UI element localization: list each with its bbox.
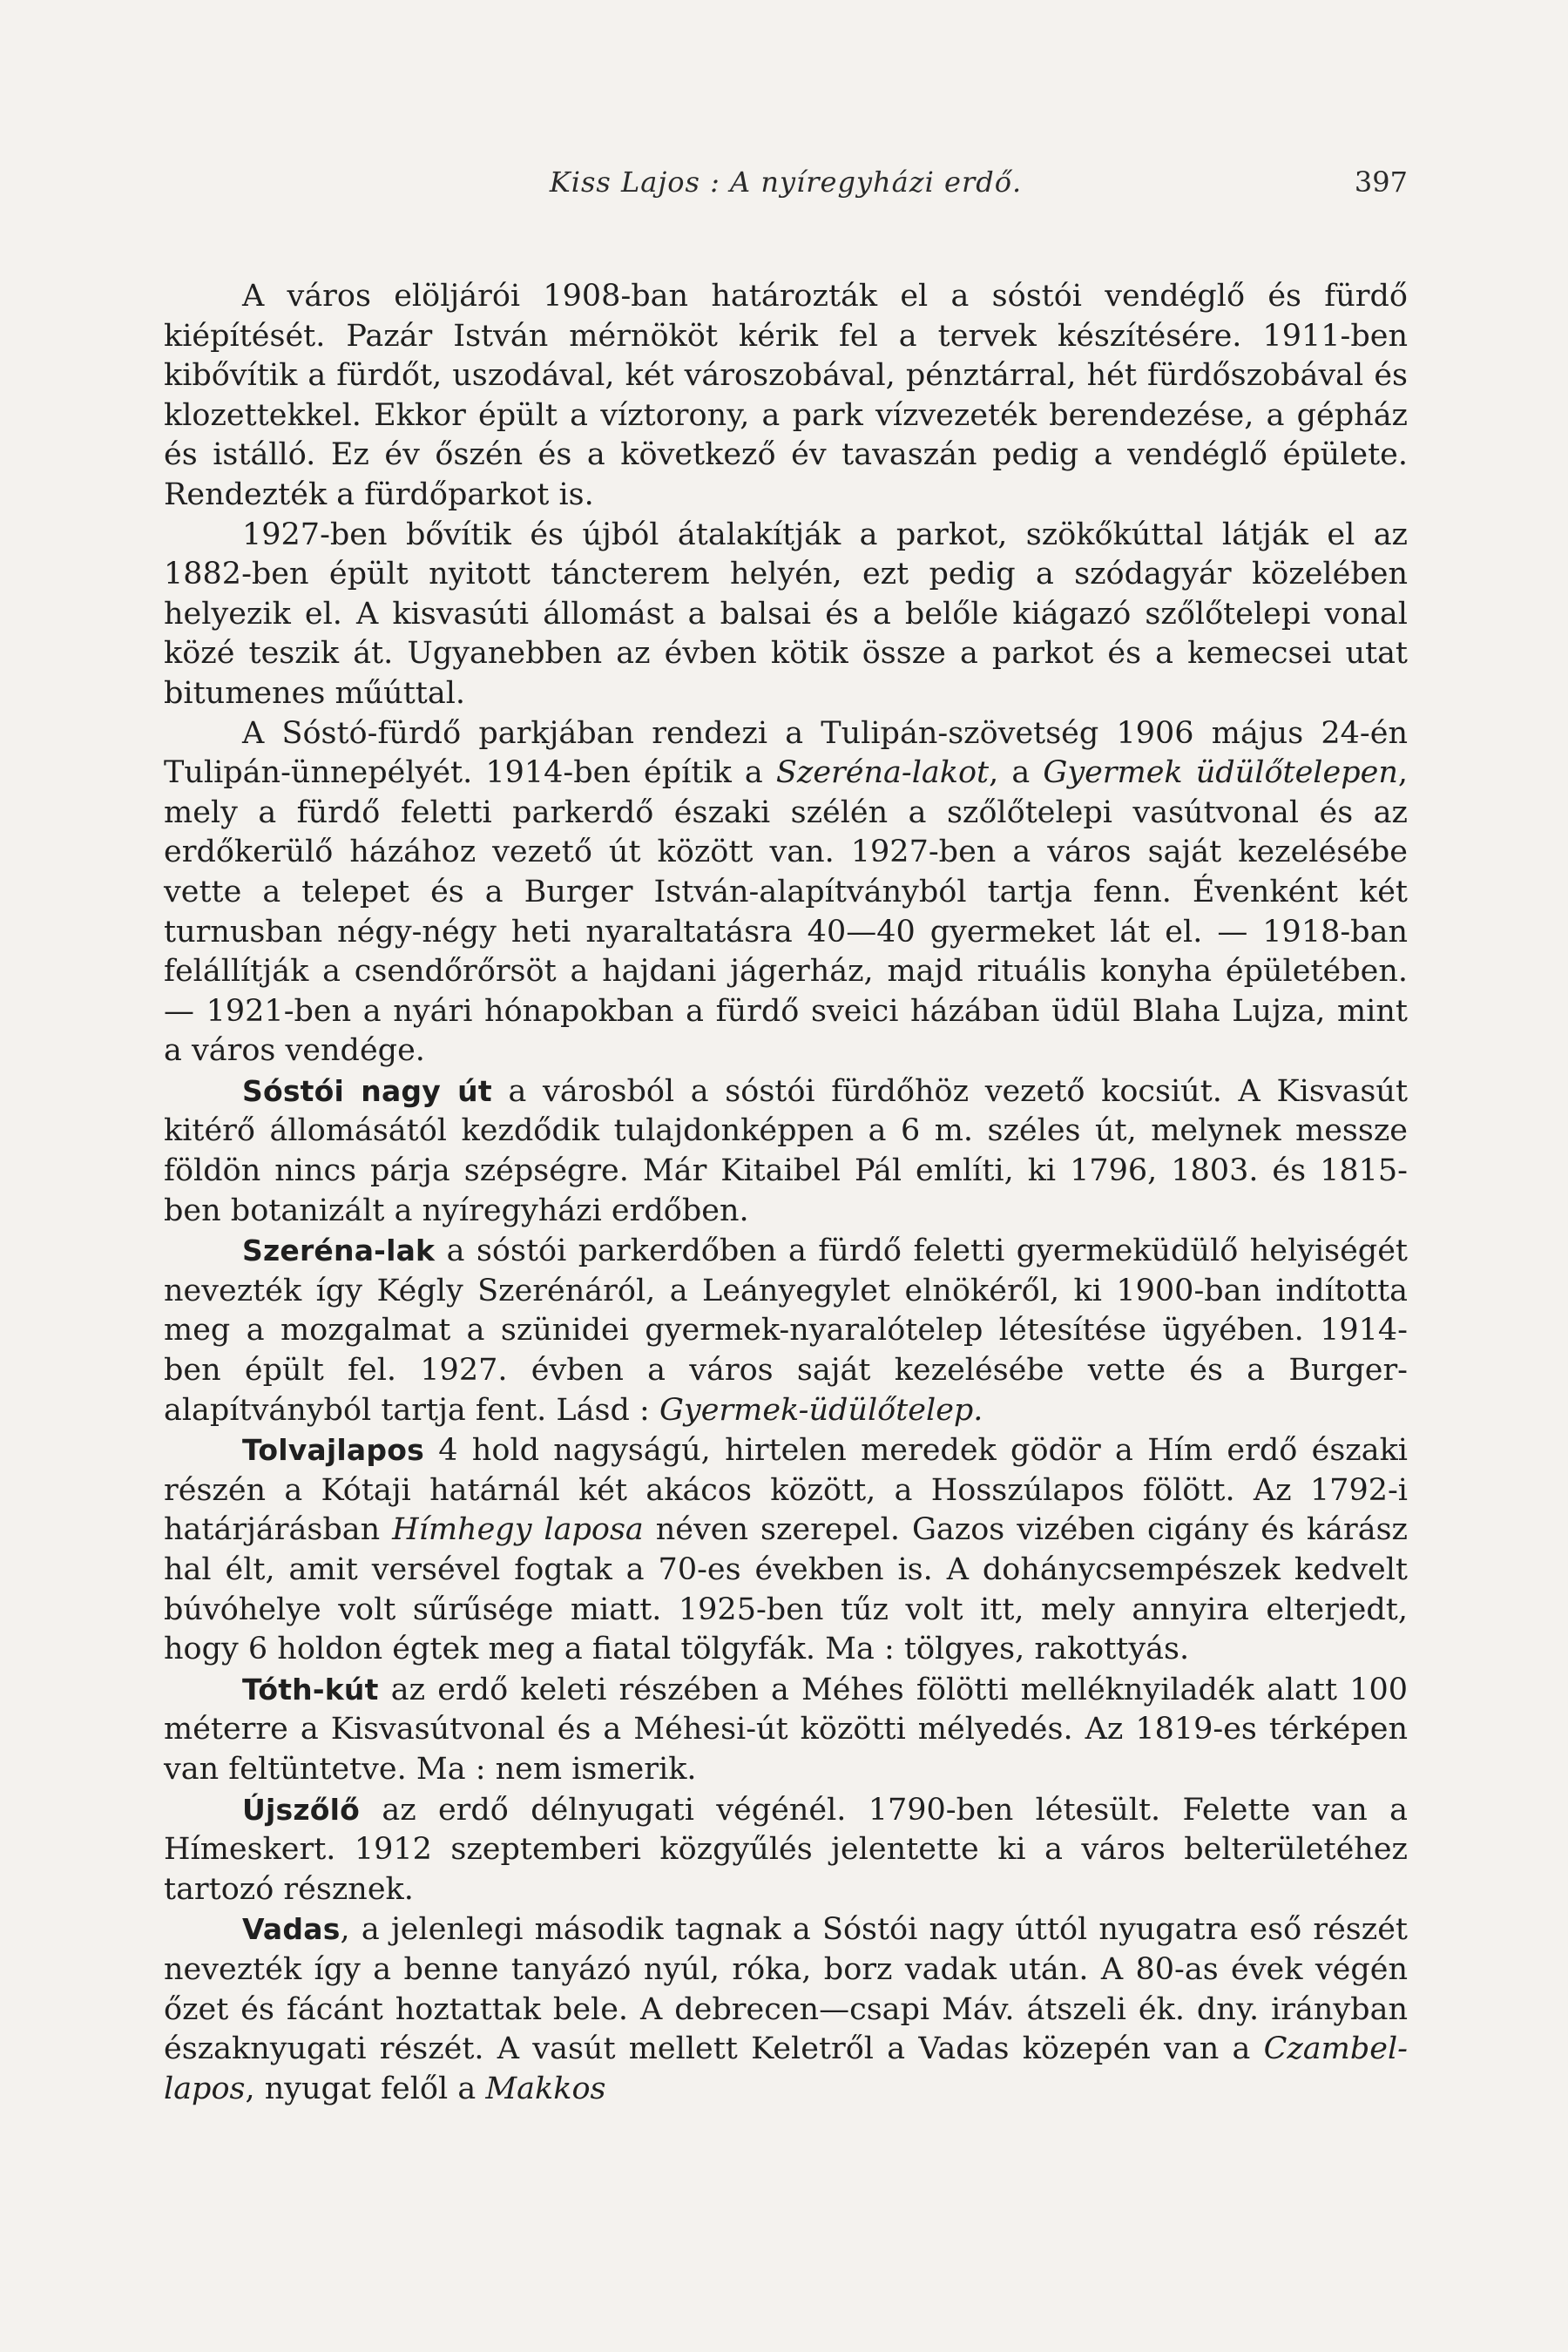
page-number: 397	[1354, 166, 1408, 199]
paragraph	[164, 1430, 1408, 1670]
text-run: , a jelenlegi második tagnak a Sóstói nagy úttól nyugatra eső részét nevezték így a benne tanyázó nyúl, róka, borz vadak után. A 80-as évek végén őzet és fácánt hoztattak bele. A debrecen—csapi Máv. átszeli ék. dny. irányban északnyugati részét. A vasút mellett Keletről a Vadas közepén van a	[164, 1912, 1408, 2067]
text-run: , nyugat felől a	[245, 2071, 486, 2106]
paragraph	[164, 1790, 1408, 1910]
paragraph	[164, 1670, 1408, 1790]
body-text	[164, 277, 1408, 2109]
italic-phrase: Hímhegy laposa	[392, 1512, 644, 1548]
paragraph	[164, 714, 1408, 1071]
text-run: a sóstói parkerdőben a fürdő feletti gyermeküdülő helyiségét nevezték így Kégly Szerénáról, a Leányegylet elnökéről, ki 1900-ban indította meg a mozgalmat a szünidei gyermek-nyaralótelep létesítése ügyében. 1914-ben épült fel. 1927. évben a város saját kezelésébe vette és a Burger-alapítványból tartja fent. Lásd :	[164, 1233, 1408, 1428]
text-run: az erdő délnyugati végénél. 1790-ben létesült. Felette van a Hímeskert. 1912 szeptemberi közgyűlés jelentette ki a város belterületéhez tartozó résznek.	[164, 1792, 1408, 1907]
book-page	[164, 166, 1408, 2109]
running-head	[164, 166, 1408, 218]
text-run: néven szerepel. Gazos vizében cigány és kárász hal élt, amit versével fogtak a 70-es években is. A dohánycsempészek kedvelt búvóhelye volt sűrűsége miatt. 1925-ben tűz volt itt, mely annyira elterjedt, hogy 6 holdon égtek meg a fiatal tölgyfák. Ma : tölgyes, rakottyás.	[164, 1512, 1408, 1667]
italic-phrase: Makkos	[485, 2071, 606, 2106]
entry-term: Vadas	[242, 1912, 341, 1947]
running-title: Kiss Lajos : A nyíregyházi erdő.	[549, 166, 1023, 199]
italic-phrase: Szeréna-lakot	[775, 755, 990, 791]
paragraph	[164, 277, 1408, 516]
italic-phrase: Gyermek-üdülőtelep.	[659, 1392, 983, 1428]
entry-term: Tóth-kút	[242, 1672, 379, 1707]
entry-term: Újszőlő	[242, 1792, 361, 1827]
entry-term: Sóstói nagy út	[242, 1073, 492, 1108]
text-run: A város elöljárói 1908-ban határozták el a sóstói vendéglő és fürdő kiépítését. Pazár István mérnököt kérik fel a tervek készítésére. 1911-ben kibővítik a fürdőt, uszodával, két városzobával, pénztárral, hét fürdőszobával és klozettekkel. Ekkor épült a víztorony, a park vízvezeték berendezése, a gépház és istálló. Ez év őszén és a következő év tavaszán pedig a vendéglő épülete. Rendezték a fürdőparkot is.	[164, 279, 1408, 512]
entry-term: Tolvajlapos	[242, 1433, 424, 1468]
italic-phrase: Czambel-lapos	[164, 2031, 1408, 2106]
paragraph	[164, 1909, 1408, 2109]
text-run: , a	[989, 755, 1044, 791]
paragraph	[164, 516, 1408, 714]
paragraph	[164, 1071, 1408, 1231]
italic-phrase: Gyermek üdülőtelepen	[1043, 755, 1398, 791]
text-run: 4 hold nagyságú, hirtelen meredek gödör a Hím erdő északi részén a Kótaji határnál két akácos között, a Hosszúlapos fölött. Az 1792-i határjárásban	[164, 1433, 1408, 1548]
entry-term: Szeréna-lak	[242, 1233, 436, 1268]
text-run: A Sóstó-fürdő parkjában rendezi a Tulipán-szövetség 1906 május 24-én Tulipán-ünnepélyét. 1914-ben építik a	[164, 715, 1408, 791]
text-run: , mely a fürdő feletti parkerdő északi szélén a szőlőtelepi vasútvonal és az erdőkerülő házához vezető út között van. 1927-ben a város saját kezelésébe vette a telepet és a Burger István-alapítványból tartja fenn. Évenként két turnusban négy-négy heti nyaraltatásra 40—40 gyermeket lát el. — 1918-ban felállítják a csendőrőrsöt a hajdani jágerház, majd rituális konyha épületében. — 1921-ben a nyári hónapokban a fürdő sveici házában üdül Blaha Lujza, mint a város vendége.	[164, 755, 1408, 1069]
paragraph	[164, 1231, 1408, 1430]
text-run: a városból a sóstói fürdőhöz vezető kocsiút. A Kisvasút kitérő állomásától kezdődik tulajdonképpen a 6 m. széles út, melynek messze földön nincs párja szépségre. Már Kitaibel Pál említi, ki 1796, 1803. és 1815-ben botanizált a nyíregyházi erdőben.	[164, 1073, 1409, 1228]
text-run: 1927-ben bővítik és újból átalakítják a parkot, szökőkúttal látják el az 1882-ben épült nyitott táncterem helyén, ezt pedig a szódagyár közelében helyezik el. A kisvasúti állomást a balsai és a belőle kiágazó szőlőtelepi vonal közé teszik át. Ugyanebben az évben kötik össze a parkot és a kemecsei utat bitumenes műúttal.	[164, 517, 1408, 711]
text-run: az erdő keleti részében a Méhes fölötti melléknyiladék alatt 100 méterre a Kisvasútvonal és a Méhesi-út közötti mélyedés. Az 1819-es térképen van feltüntetve. Ma : nem ismerik.	[164, 1672, 1408, 1787]
